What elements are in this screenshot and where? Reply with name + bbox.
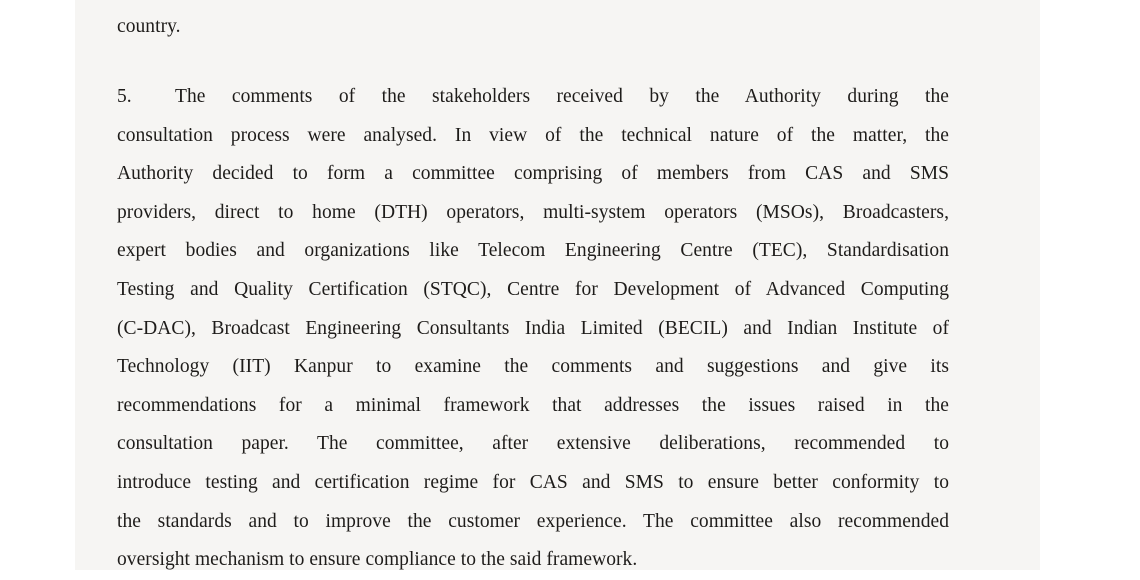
paragraph-line: the standards and to improve the customer experience. The committee also recommended xyxy=(117,510,949,532)
paragraph-line: recommendations for a minimal framework that addresses the issues raised in the xyxy=(117,394,949,416)
paragraph-line: Technology (IIT) Kanpur to examine the comments and suggestions and give its xyxy=(117,356,949,378)
paragraph-line: consultation paper. The committee, after extensive deliberations, recommended to xyxy=(117,433,949,455)
paragraph-tail-line: country. xyxy=(117,16,181,37)
paragraph-last-line: oversight mechanism to ensure compliance to the said framework. xyxy=(117,549,638,571)
paragraph-5 xyxy=(117,78,949,580)
paragraph-line: Authority decided to form a committee comprising of members from CAS and SMS xyxy=(117,163,949,185)
paragraph-line-text: The comments of the stakeholders received by the Authority during the xyxy=(175,86,949,107)
paragraph-line: Testing and Quality Certification (STQC), Centre for Development of Advanced Computing xyxy=(117,278,949,300)
paragraph-line: (C-DAC), Broadcast Engineering Consultants India Limited (BECIL) and Indian Institute of xyxy=(117,317,949,339)
paragraph-line: expert bodies and organizations like Telecom Engineering Centre (TEC), Standardisation xyxy=(117,240,949,262)
paragraph-line xyxy=(117,78,949,117)
previous-paragraph xyxy=(117,8,949,47)
paragraph-line: consultation process were analysed. In view of the technical nature of the matter, the xyxy=(117,124,949,146)
paragraph-line: providers, direct to home (DTH) operators, multi-system operators (MSOs), Broadcasters, xyxy=(117,201,949,223)
paragraph-line: introduce testing and certification regime for CAS and SMS to ensure better conformity to xyxy=(117,471,949,493)
paragraph-number: 5. xyxy=(117,86,132,107)
